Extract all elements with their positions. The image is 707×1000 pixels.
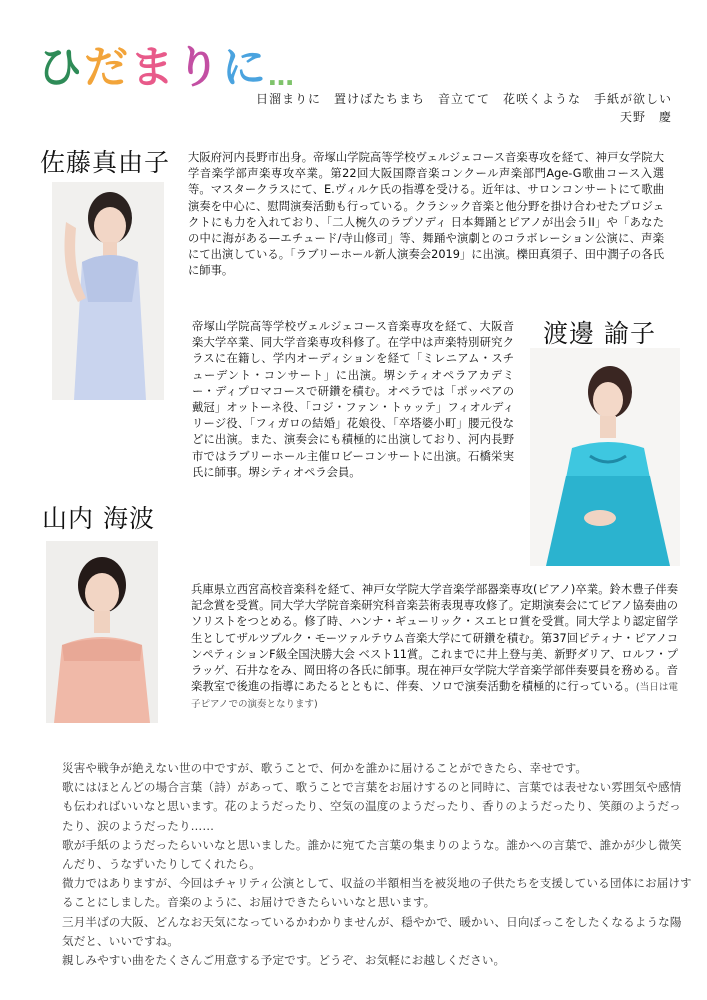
performer-bio: 帝塚山学院高等学校ヴェルジェコース音楽専攻を経て、大阪音楽大学卒業、同大学音楽専攻科修了。在学中は声楽特別研究クラスに在籍し、学内オーディションを経て「ミレニアム・スチューデント・コンサート」に出演。堺シティオペラアカデミー・ディプロマコースで研鑽を積む。オペラでは「ポッペアの戴冠」オットーネ役、「コジ・ファン・トゥッテ」フィオルディリージ役、「フィガロの結婚」花娘役、「卒塔婆小町」腰元役などに出演。また、演奏会にも積極的に出演しており、河内長野市ではラブリーホール主催ロビーコンサートに出演。石橋栄実氏に師事。堺シティオペラ会員。 [192,320,514,479]
poem-subtitle: 日溜まりに 置けばたちまち 音立てて 花咲くような 手紙が欲しい [255,92,672,106]
message-paragraph: 歌が手紙のようだったらいいなと思いました。誰かに宛てた言葉の集まりのような。誰かへの言葉で、誰かが少し微笑んだり、うなずいたりしてくれたら。 [62,837,682,872]
page-title [38,30,296,93]
performer-bio [191,582,678,714]
title-char: ひ [38,42,84,93]
performer-photo [530,348,680,566]
title-char: ま [130,42,176,93]
title-char: り [176,42,222,93]
title-char: だ [84,42,130,93]
performer-bio: 大阪府河内長野市出身。帝塚山学院高等学校ヴェルジェコース音楽専攻を経て、神戸女学院大学音楽学部声楽専攻卒業。第22回大阪国際音楽コンクール声楽部門Age-G歌曲コース入選等。マスタークラスにて、E.ヴィルケ氏の指導を受ける。近年は、サロンコンサートにて歌曲演奏を中心に、慰問演奏活動も行っている。クラシック音楽と他分野を掛け合わせたプロジェクトにも力を入れており、「二人椀久のラプソディ 日本舞踊とピアノが出会うII」や「あなたの中に海がある—エチュード/寺山修司」等、舞踊や演劇とのコラボレーション公演に、声楽にて出演している。「ラブリーホール新人演奏会2019」に出演。櫟田真須子、田中潤子の各氏に師事。 [188,151,664,278]
performer-photo [46,541,158,723]
message-paragraph: 災害や戦争が絶えない世の中ですが、歌うことで、何かを誰かに届けることができたら、幸せです。 [62,761,588,775]
title-char: … [268,62,296,92]
title-char: に [222,42,268,93]
message-paragraph: 微力ではありますが、今回はチャリティ公演として、収益の半額相当を被災地の子供たちを支援している団体にお届けすることにしました。音楽のように、お届けできたらいいなと思います。 [62,876,692,910]
message-paragraph: 歌にはほとんどの場合言葉（詩）があって、歌うことで言葉をお届けするのと同時に、言葉では表せない雰囲気や感情も伝わればいいなと思います。花のようだったり、空気の温度のようだったり、香りのようだったり、笑顔のようだったり、涙のようだったり…… [62,780,682,833]
message-paragraph: 三月半ばの大阪、どんなお天気になっているかわかりませんが、穏やかで、暖かい、日向ぼっこをしたくなるような陽気だと、いいですね。 [62,914,682,948]
performer-bio-text: 兵庫県立西宮高校音楽科を経て、神戸女学院大学音楽学部器楽専攻(ピアノ)卒業。鈴木豊子伴奏記念賞を受賞。同大学大学院音楽研究科音楽芸術表現専攻修了。定期演奏会にてピアノ協奏曲のソリストをつとめる。修了時、ハンナ・ギューリック・スエヒロ賞を受賞。同大学より認定留学生としてザルツブルク・モーツァルテウム音楽大学にて研鑽を積む。第37回ピティナ・ピアノコンペティションF級全国決勝大会 ベスト11賞。これまでに井上登与美、新野ダリア、ロルフ・プラッゲ、石井なをみ、岡田将の各氏に師事。現在神戸女学院大学音楽学部伴奏要員を務める。音楽教室で後進の指導にあたるとともに、伴奏、ソロで演奏活動を積極的に行っている。 [191,583,678,694]
performer-note: (当日は電子ピアノでの演奏となります) [191,682,678,711]
performer-photo [52,182,164,400]
performer-name: 佐藤真由子 [40,148,171,177]
poem-author: 天野 慶 [619,110,672,124]
performer-name: 渡邊 諭子 [543,319,656,348]
performer-name: 山内 海波 [42,504,155,533]
message-paragraph: 親しみやすい曲をたくさんご用意する予定です。どうぞ、お気軽にお越しください。 [62,953,506,968]
closing-message [62,759,692,970]
